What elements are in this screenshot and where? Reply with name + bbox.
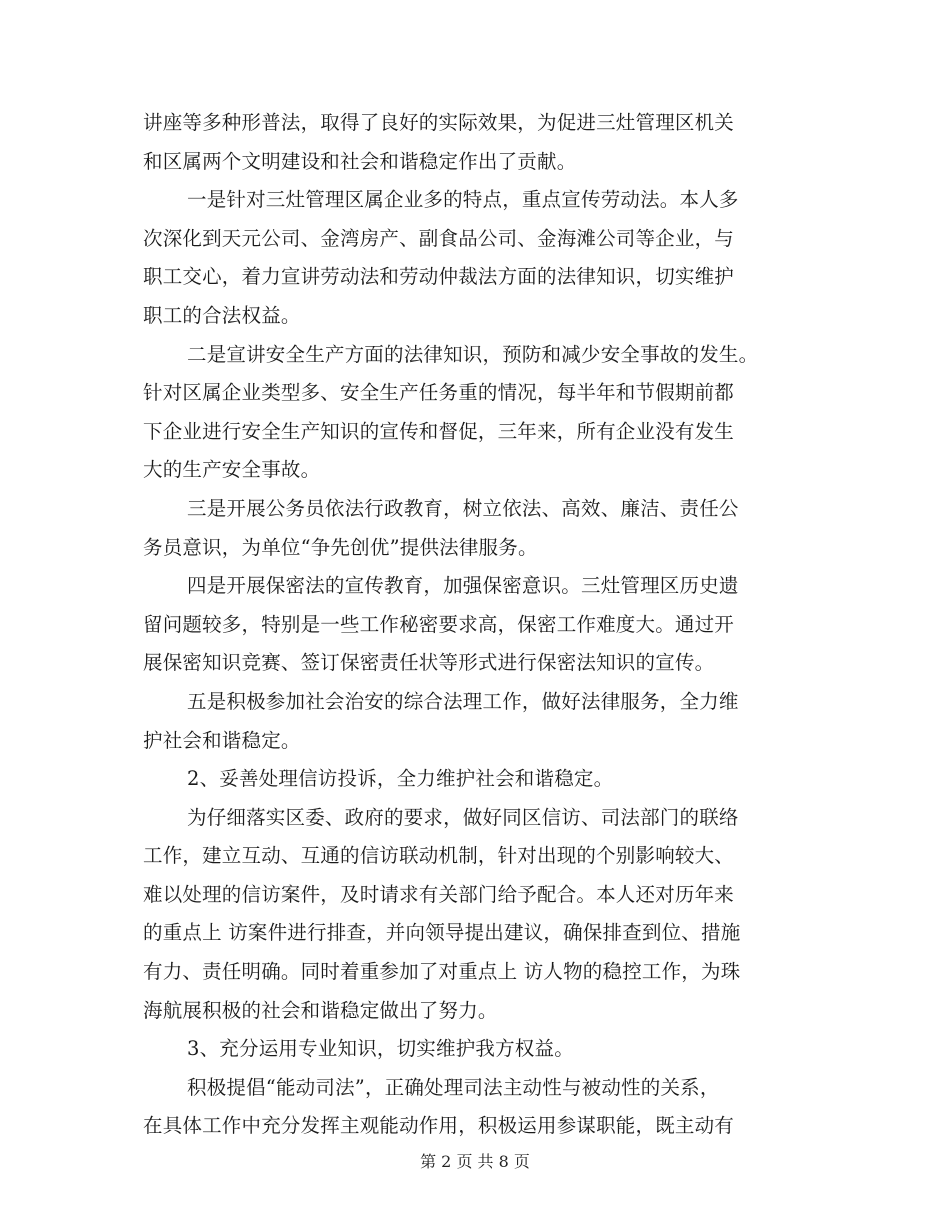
body-text bbox=[143, 104, 808, 1146]
text-line: 三是开展公务员依法行政教育，树立依法、高效、廉洁、责任公 bbox=[187, 496, 739, 520]
text-line: 留问题较多，特别是一些工作秘密要求高，保密工作难度大。通过开 bbox=[143, 612, 735, 636]
section-heading: 3、充分运用专业知识，切实维护我方权益。 bbox=[187, 1037, 574, 1061]
text-line: 的重点上 访案件进行排查，并向领导提出建议，确保排查到位、措施 bbox=[143, 921, 741, 945]
text-line: 四是开展保密法的宣传教育，加强保密意识。三灶管理区历史遗 bbox=[187, 574, 739, 598]
text-line: 有力、责任明确。同时着重参加了对重点上 访人物的稳控工作，为珠 bbox=[143, 960, 741, 984]
text-line: 积极提倡“能动司法”，正确处理司法主动性与被动性的关系， bbox=[187, 1075, 720, 1099]
text-line: 工作，建立互动、互通的信访联动机制，针对出现的个别影响较大、 bbox=[143, 844, 735, 868]
text-line: 次深化到天元公司、金湾房产、副食品公司、金海滩公司等企业，与 bbox=[143, 226, 735, 250]
text-line: 护社会和谐稳定。 bbox=[143, 728, 301, 752]
text-line: 职工交心，着力宣讲劳动法和劳动仲裁法方面的法律知识，切实维护 bbox=[143, 265, 735, 289]
text-line: 下企业进行安全生产知识的宣传和督促，三年来，所有企业没有发生 bbox=[143, 419, 735, 443]
text-line: 二是宣讲安全生产方面的法律知识，预防和减少安全事故的发生。 bbox=[187, 342, 759, 366]
text-line: 务员意识，为单位“争先创优”提供法律服务。 bbox=[143, 535, 538, 559]
text-line: 一是针对三灶管理区属企业多的特点，重点宣传劳动法。本人多 bbox=[187, 188, 739, 212]
text-line: 职工的合法权益。 bbox=[143, 303, 301, 327]
text-line: 在具体工作中充分发挥主观能动作用，积极运用参谋职能，既主动有 bbox=[143, 1114, 735, 1138]
text-line: 为仔细落实区委、政府的要求，做好同区信访、司法部门的联络 bbox=[187, 805, 739, 829]
text-line: 展保密知识竞赛、签订保密责任状等形式进行保密法知识的宣传。 bbox=[143, 651, 715, 675]
page-number: 第 2 页 共 8 页 bbox=[420, 1152, 530, 1171]
text-line: 针对区属企业类型多、安全生产任务重的情况，每半年和节假期前都 bbox=[143, 381, 735, 405]
text-line: 大的生产安全事故。 bbox=[143, 458, 321, 482]
section-heading: 2、妥善处理信访投诉，全力维护社会和谐稳定。 bbox=[187, 767, 614, 791]
text-line: 海航展积极的社会和谐稳定做出了努力。 bbox=[143, 998, 498, 1022]
text-line: 五是积极参加社会治安的综合法理工作，做好法律服务，全力维 bbox=[187, 689, 739, 713]
text-line: 讲座等多种形普法，取得了良好的实际效果，为促进三灶管理区机关 bbox=[143, 111, 735, 134]
text-line: 和区属两个文明建设和社会和谐稳定作出了贡献。 bbox=[143, 149, 577, 173]
text-line: 难以处理的信访案件，及时请求有关部门给予配合。本人还对历年来 bbox=[143, 882, 735, 906]
